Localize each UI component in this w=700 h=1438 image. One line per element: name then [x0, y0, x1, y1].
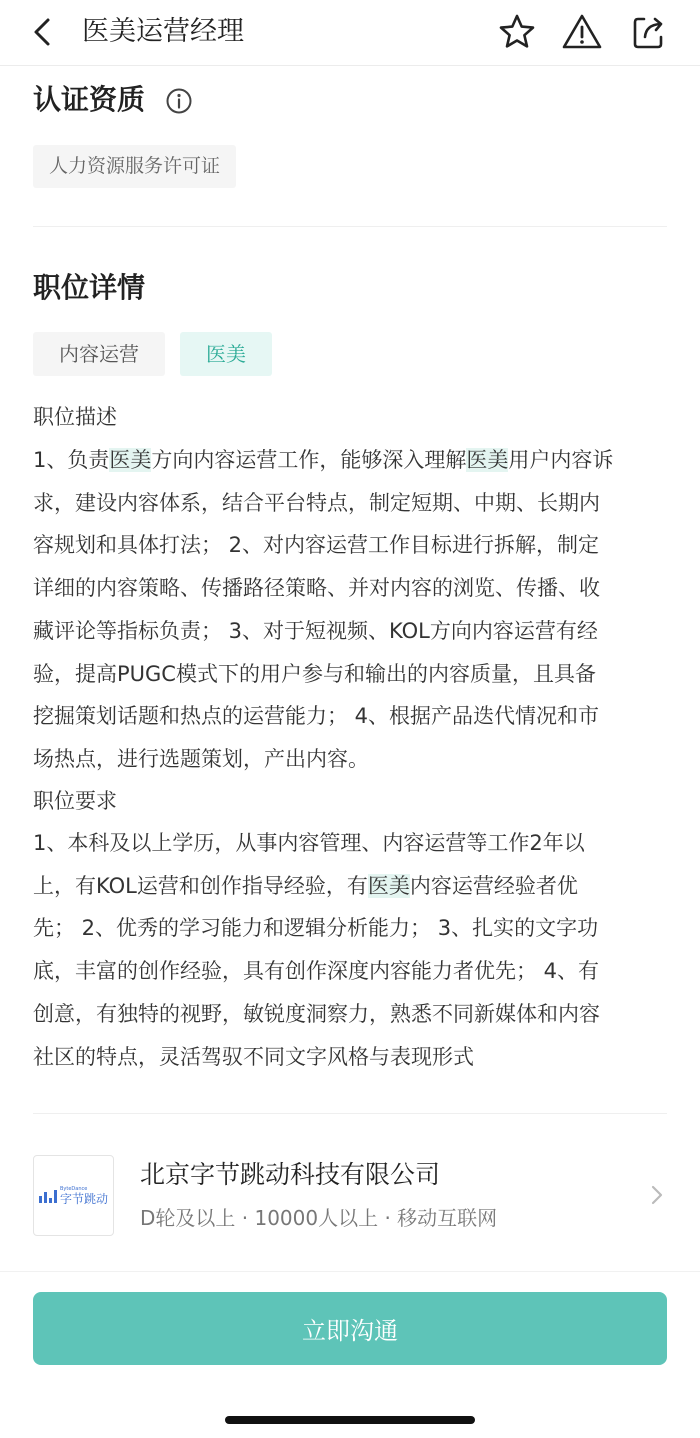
job-detail-title: 职位详情 — [33, 271, 146, 304]
info-icon[interactable] — [165, 87, 193, 115]
text-line — [33, 738, 667, 781]
text-segment: 社区的特点，灵活驾驭不同文字风格与表现形式 — [33, 1044, 474, 1069]
text-segment: 方向内容运营工作，能够深入理解 — [151, 448, 467, 472]
company-meta: D轮及以上 · 10000人以上 · 移动互联网 — [140, 1206, 498, 1230]
text-line — [33, 695, 667, 738]
certification-title: 认证资质 — [33, 83, 146, 116]
text-segment: 1、本科及以上学历，从事内容管理、内容运营等工作2年以 — [33, 831, 585, 855]
keyword-highlight: 医美 — [367, 873, 410, 898]
text-segment: 内容运营经验者优 — [409, 873, 578, 898]
text-line — [33, 1036, 667, 1079]
home-indicator — [225, 1416, 475, 1424]
keyword-highlight: 医美 — [466, 448, 509, 472]
job-requirements-label: 职位要求 — [33, 789, 117, 813]
text-segment: 创意，有独特的视野，敏锐度洞察力，熟悉不同新媒体和内容 — [33, 1001, 600, 1026]
job-requirements-text — [33, 822, 667, 1078]
text-line — [33, 524, 667, 567]
logo-main-text: 字节跳动 — [59, 1191, 108, 1206]
share-icon — [628, 12, 668, 52]
favorite-button[interactable] — [495, 10, 539, 54]
tag-content-operation: 内容运营 — [33, 332, 165, 376]
text-line — [33, 907, 667, 950]
text-segment: 求，建设内容体系，结合平台特点，制定短期、中期、长期内 — [33, 490, 600, 515]
job-description-text — [33, 439, 667, 781]
company-card[interactable] — [33, 1155, 667, 1237]
text-line — [33, 865, 667, 908]
text-segment: 底，丰富的创作经验，具有创作深度内容能力者优先； 4、有 — [33, 959, 600, 984]
logo-small-text: ByteDance — [59, 1185, 88, 1192]
divider — [33, 226, 667, 227]
company-name: 北京字节跳动科技有限公司 — [140, 1160, 441, 1189]
company-logo — [33, 1155, 114, 1236]
text-segment: 容规划和具体打法； 2、对内容运营工作目标进行拆解，制定 — [33, 533, 600, 558]
certification-tag: 人力资源服务许可证 — [33, 145, 236, 188]
text-segment: 详细的内容策略、传播路径策略、并对内容的浏览、传播、收 — [33, 576, 600, 601]
text-segment: 验，提高PUGC模式下的用户参与和输出的内容质量，且具备 — [33, 661, 596, 686]
chat-now-button[interactable]: 立即沟通 — [33, 1292, 667, 1365]
text-line — [33, 822, 667, 865]
text-line — [33, 482, 667, 525]
page-title: 医美运营经理 — [82, 16, 244, 47]
text-line — [33, 653, 667, 696]
keyword-highlight: 医美 — [109, 448, 152, 472]
star-icon — [497, 12, 537, 52]
bytedance-logo-icon — [39, 1189, 57, 1203]
text-line — [33, 567, 667, 610]
text-line — [33, 439, 667, 482]
text-segment: 藏评论等指标负责； 3、对于短视频、KOL方向内容运营有经 — [33, 618, 598, 643]
text-segment: 用户内容诉 — [508, 448, 614, 472]
job-description-label: 职位描述 — [33, 405, 117, 429]
text-line — [33, 610, 667, 653]
chevron-left-icon — [31, 17, 53, 47]
text-segment: 场热点，进行选题策划，产出内容。 — [33, 746, 369, 771]
warning-icon — [561, 12, 603, 52]
top-nav-bar — [0, 0, 700, 66]
tag-medical-beauty: 医美 — [180, 332, 272, 376]
report-button[interactable] — [560, 10, 604, 54]
back-button[interactable] — [24, 12, 60, 52]
chevron-right-icon — [647, 1180, 667, 1210]
share-button[interactable] — [626, 10, 670, 54]
text-segment: 先； 2、优秀的学习能力和逻辑分析能力； 3、扎实的文字功 — [33, 916, 599, 941]
divider — [33, 1113, 667, 1114]
text-line — [33, 993, 667, 1036]
text-line — [33, 950, 667, 993]
text-segment: 上，有KOL运营和创作指导经验，有 — [33, 873, 368, 898]
text-segment: 1、负责 — [33, 448, 110, 472]
text-segment: 挖掘策划话题和热点的运营能力； 4、根据产品迭代情况和市 — [33, 704, 600, 729]
